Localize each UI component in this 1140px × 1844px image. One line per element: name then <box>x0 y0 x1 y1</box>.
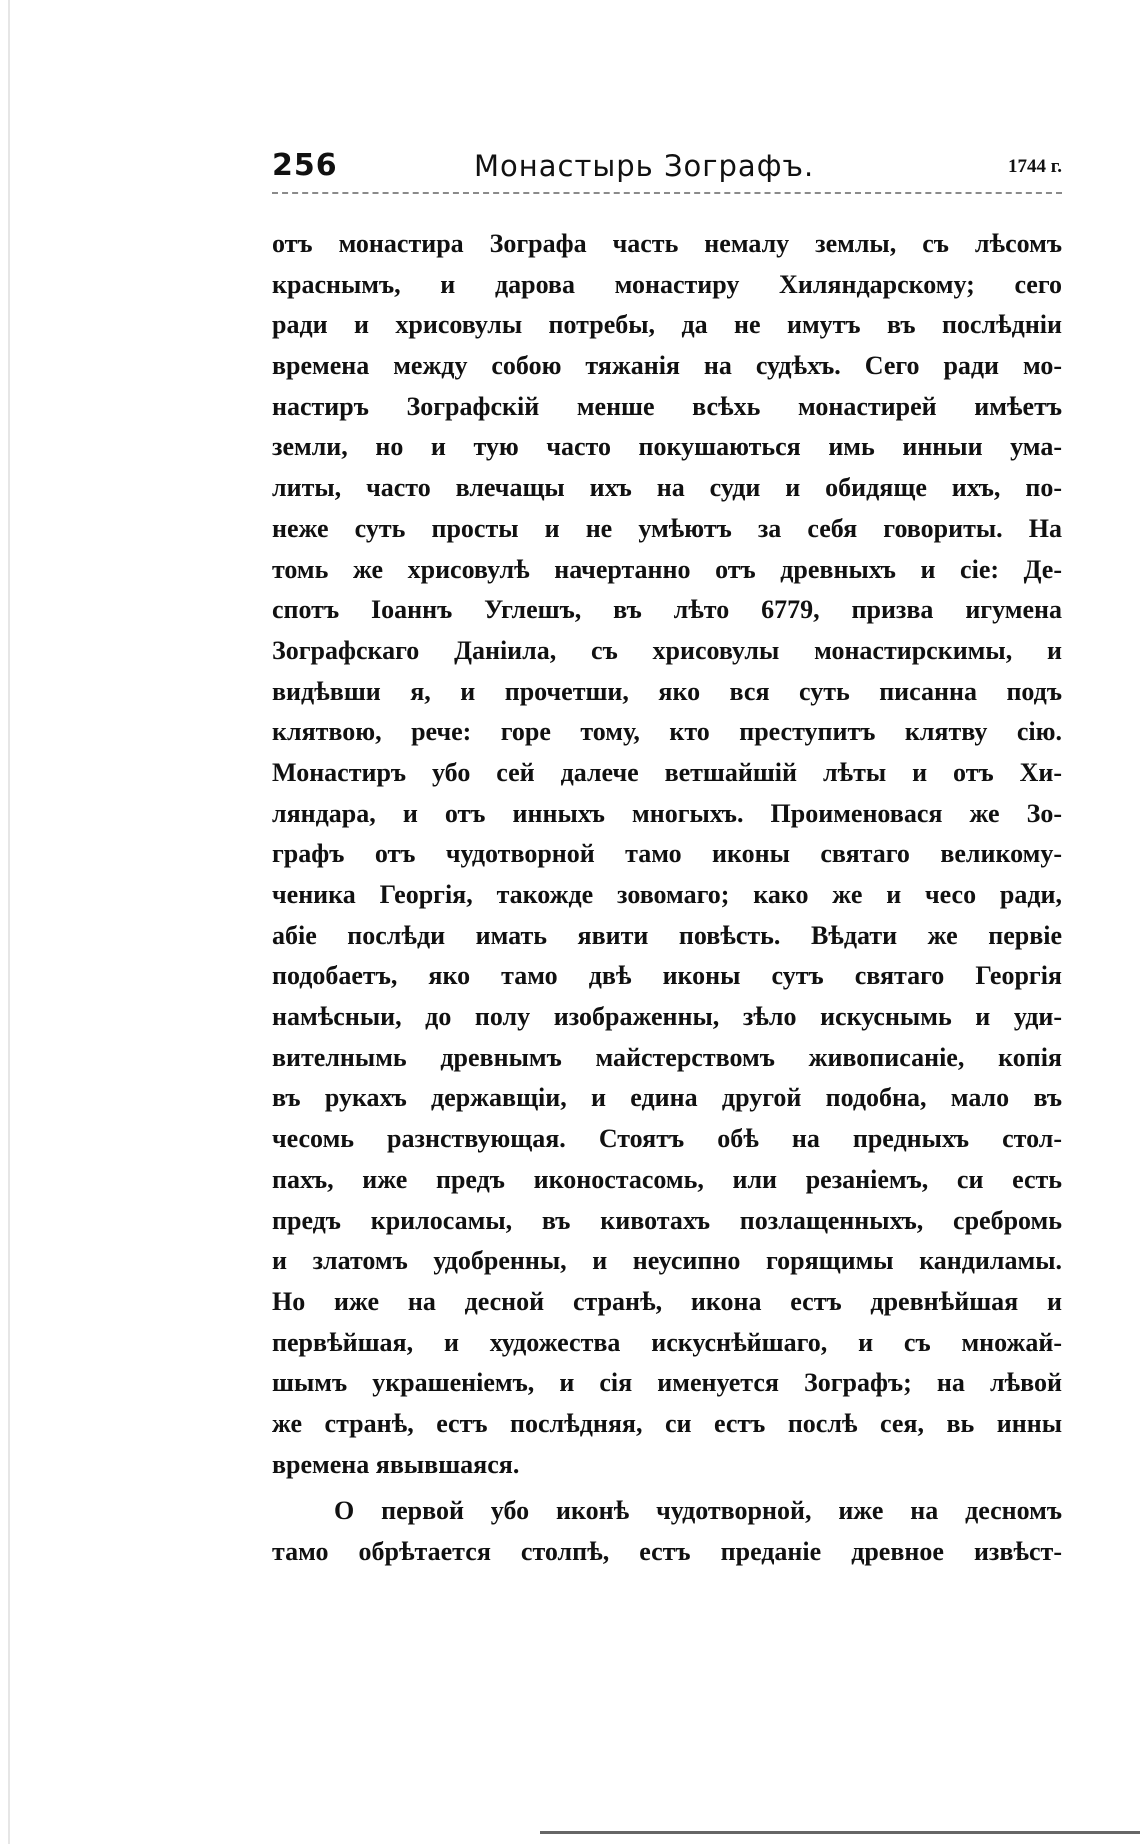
paragraph-1 <box>272 224 1062 1485</box>
running-title: Монастырь Зографъ. <box>474 149 815 183</box>
page-edge-shadow <box>8 0 10 1844</box>
text-line: въ рукахъ державщіи, и едина другой подобна, мало въ <box>272 1083 1062 1113</box>
text-line: пахъ, иже предъ иконостасомь, или резаніемъ, си есть <box>272 1164 1062 1194</box>
text-line: отъ монастира Зографа часть немалу землы, съ лѣсомъ <box>272 229 1062 258</box>
text-line: настиръ Зографскій менше всѣхь монастирей имѣетъ <box>272 391 1062 421</box>
text-line: графъ отъ чудотворной тамо иконы святаго великому- <box>272 839 1062 869</box>
text-line: О первой убо иконѣ чудотворной, иже на десномъ <box>334 1496 1062 1526</box>
text-line: предъ крилосамы, въ кивотахъ позлащенныхъ, сребромь <box>272 1205 1062 1235</box>
text-line: тамо обрѣтается столпѣ, естъ преданіе древное извѣст- <box>272 1537 1062 1566</box>
text-line: абіе послѣди имать явити повѣсть. Вѣдати же первіе <box>272 920 1062 950</box>
paragraph-2 <box>272 1491 1062 1572</box>
text-line: ради и хрисовулы потребы, да не имутъ въ послѣдніи <box>272 310 1062 340</box>
text-line: клятвою, рече: горе тому, кто преступитъ клятву сію. <box>272 717 1062 747</box>
text-line: и златомъ удобренны, и неусипно горящимы кандиламы. <box>272 1246 1062 1276</box>
text-line: первѣйшая, и художества искуснѣйшаго, и съ множай- <box>272 1327 1062 1357</box>
text-line: шымъ украшеніемъ, и сія именуется Зографъ; на лѣвой <box>272 1368 1062 1398</box>
text-line: краснымъ, и дарова монастиру Хиляндарскому; сего <box>272 269 1062 299</box>
bottom-scan-edge <box>540 1831 1140 1834</box>
text-line: неже суть просты и не умѣютъ за себя говориты. На <box>272 513 1062 543</box>
text-line: ляндара, и отъ инныхъ многыхъ. Проименовася же Зо- <box>272 798 1062 828</box>
text-line: намѣсныи, до полу изображенны, зѣло искуснымь и уди- <box>272 1002 1062 1032</box>
text-line: времена между собою тяжанія на судѣхъ. Сего ради мо- <box>272 351 1062 381</box>
body-text <box>272 224 1062 1573</box>
text-line: времена явывшаяся. <box>272 1449 520 1479</box>
page-header <box>272 148 1062 192</box>
text-line: видѣвши я, и прочетши, яко вся суть писанна подъ <box>272 676 1062 706</box>
text-line: вителнымь древнымъ майстерствомъ живописаніе, копія <box>272 1042 1062 1072</box>
text-line: спотъ Іоаннъ Углешъ, въ лѣто 6779, призва игумена <box>272 595 1062 625</box>
text-line: Зографскаго Даніила, съ хрисовулы монастирскимы, и <box>272 635 1062 665</box>
text-line: земли, но и тую часто покушаються имь инныи ума- <box>272 432 1062 462</box>
page-number: 256 <box>272 148 338 183</box>
text-line: же странѣ, естъ послѣдняя, си естъ послѣ сея, вь инны <box>272 1408 1062 1438</box>
text-line: Но иже на десной странѣ, икона естъ древнѣйшая и <box>272 1286 1062 1316</box>
text-line: литы, часто влечащы ихъ на суди и обидяще ихъ, по- <box>272 473 1062 503</box>
text-line: томь же хрисовулѣ начертанно отъ древныхъ и сіе: Де- <box>272 554 1062 584</box>
text-line: чесомь разнствующая. Стоятъ обѣ на предныхъ стол- <box>272 1124 1062 1154</box>
year-label: 1744 г. <box>1008 156 1062 177</box>
text-line: Монастиръ убо сей далече ветшайшій лѣты и отъ Хи- <box>272 757 1062 787</box>
header-rule <box>272 192 1062 194</box>
text-line: подобаетъ, яко тамо двѣ иконы сутъ святаго Георгія <box>272 961 1062 991</box>
text-line: ченика Георгія, такожде зовомаго; како же и чесо ради, <box>272 880 1062 909</box>
